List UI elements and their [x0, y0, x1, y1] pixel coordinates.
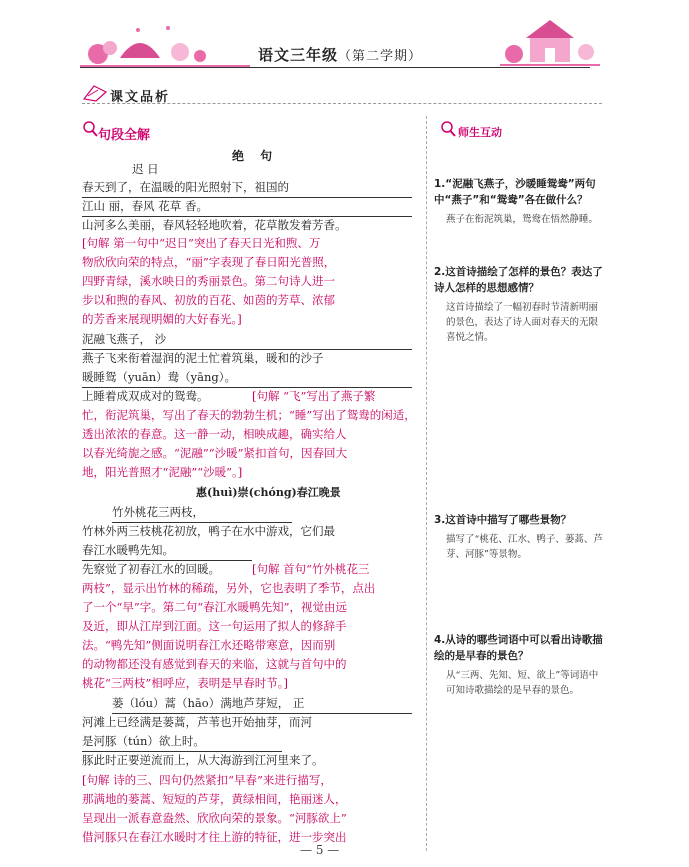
poem-line: 春江水暖鸭先知。	[82, 541, 252, 561]
poem-title: 惠(huì)崇(chóng)春江晚景	[196, 486, 341, 499]
question-block	[434, 512, 604, 562]
search-icon	[440, 120, 456, 138]
question-text: 3.这首诗中描写了哪些景物？	[434, 514, 572, 526]
question-text: 2.这首诗描绘了怎样的景色？表达了诗人怎样的思想感情？	[434, 266, 603, 294]
annotation-line: 桃花“三两枝”相呼应，表明是早春时节。]	[82, 676, 288, 690]
book-title: 语文三年级（第二学期）	[258, 46, 423, 64]
translation-line: 竹林外两三枝桃花初放，鸭子在水中游戏，它们最	[82, 524, 335, 538]
question-block	[434, 264, 604, 345]
translation-line: 豚此时正要逆流而上，从大海游到江河里来了。	[82, 753, 324, 767]
answer-text: 燕子在衔泥筑巢，鸳鸯在悟然静睡。	[446, 214, 599, 225]
annotation-line: 物欣欣向荣的特点，“丽”字表现了春日阳光普照，	[82, 255, 336, 269]
subsection-title: 句段全解	[98, 128, 151, 143]
annotation-line: 的芳香来展现明媚的大好春光。]	[82, 312, 242, 326]
annotation-line: 以春光绮旎之感。“泥融”“沙暖”紧扣首句，因春回大	[82, 446, 348, 460]
annotation-line: 忙，衔泥筑巢，写出了春天的勃勃生机；“睡”写出了鸳鸯的闲适，	[82, 408, 416, 422]
poem-line: 是河豚（tún）欲上时。	[82, 732, 282, 752]
annotation-line: 地，阳光普照才“泥融”“沙暖”。]	[82, 465, 243, 479]
header-divider	[80, 67, 590, 68]
poem-line: 江山 丽，春风 花草 香。	[82, 197, 412, 217]
translation-line: 春天到了，在温暖的阳光照射下，祖国的	[82, 178, 412, 198]
question-text: 4.从诗的哪些词语中可以看出诗歌描绘的是早春的景色？	[434, 634, 603, 662]
side-column-title: 师生互动	[458, 126, 502, 139]
column-divider	[426, 116, 427, 851]
section-title: 课文品析	[110, 90, 171, 105]
annotation-line: 了一个“早”字。第二句“春江水暖鸭先知”，视觉由远	[82, 600, 348, 614]
section-divider	[82, 103, 602, 104]
question-text: 1.“泥融飞燕子，沙暖睡鸳鸯”两句中“燕子”和“鸳鸯”各在做什么？	[434, 178, 596, 206]
poem-line: 暖睡鸳（yuān）鸯（yāng）。	[82, 368, 412, 388]
translation-line: 上睡着成双成对的鸳鸯。	[82, 389, 209, 403]
question-block	[434, 632, 604, 698]
annotation-line: 四野青绿，溪水映日的秀丽景色。第二句诗人进一	[82, 274, 335, 288]
translation-line: 先察觉了初春江水的回暖。	[82, 562, 220, 576]
annotation-line: [句解 第一句中“迟日”突出了春天日光和煦、万	[82, 236, 321, 250]
annotation-line: 两枝”，显示出竹林的稀疏，另外，它也表明了季节，点出	[82, 581, 376, 595]
poem-title: 绝 句	[232, 149, 279, 163]
annotation-line: [句解 首句“竹外桃花三	[252, 562, 370, 576]
poem-line: 竹外桃花三两枝，	[112, 503, 292, 523]
poem-line: 迟 日	[132, 162, 159, 176]
poem-line: 蒌（lóu）蒿（hāo）满地芦芽短， 正	[112, 694, 412, 714]
answer-text: 这首诗描绘了一幅初春时节清新明丽的景色，表达了诗人面对春天的无限喜悦之情。	[446, 302, 599, 343]
annotation-line: 法。“鸭先知”侧面说明春江水还略带寒意，因而别	[82, 638, 336, 652]
answer-text: 描写了“桃花、江水、鸭子、蒌蒿、芦芽、河豚”等景物。	[446, 534, 603, 560]
annotation-line: 那满地的蒌蒿、短短的芦芽，黄绿相间，艳丽迷人，	[82, 792, 347, 806]
annotation-line: [句解 诗的三、四句仍然紧扣“早春”来进行描写，	[82, 773, 332, 787]
annotation-line: [句解 “飞”写出了燕子繁	[252, 389, 376, 403]
header-right-decoration	[500, 14, 600, 68]
answer-text: 从“三两、先知、短、欲上”等词语中可知诗歌描绘的是早春的景色。	[446, 670, 599, 696]
annotation-line: 呈现出一派春意盎然、欣欣向荣的景象。“河豚欲上”	[82, 811, 347, 825]
header-left-decoration	[80, 18, 250, 68]
translation-line: 山河多么美丽，春风轻轻地吹着，花草散发着芳香。	[82, 218, 347, 232]
poem-line: 泥融飞燕子， 沙	[82, 330, 412, 350]
annotation-line: 及近，即从江岸到江面。这一句运用了拟人的修辞手	[82, 619, 347, 633]
annotation-line: 透出浓浓的春意。这一静一动，相映成趣，确实给人	[82, 427, 347, 441]
page-number: — 5 —	[300, 843, 340, 857]
annotation-line: 步以和煦的春风、初放的百花、如茵的芳草、浓郁	[82, 293, 335, 307]
search-icon	[82, 120, 98, 138]
translation-line: 河滩上已经满是蒌蒿，芦苇也开始抽芽，而河	[82, 715, 312, 729]
annotation-line: 的动物都还没有感觉到春天的来临，这就与首句中的	[82, 657, 347, 671]
annotation-line: 借河豚只在春江水暖时才往上游的特征，进一步突出	[82, 830, 347, 844]
question-block	[434, 176, 604, 227]
translation-line: 燕子飞来衔着湿润的泥土忙着筑巢，暖和的沙子	[82, 351, 324, 365]
